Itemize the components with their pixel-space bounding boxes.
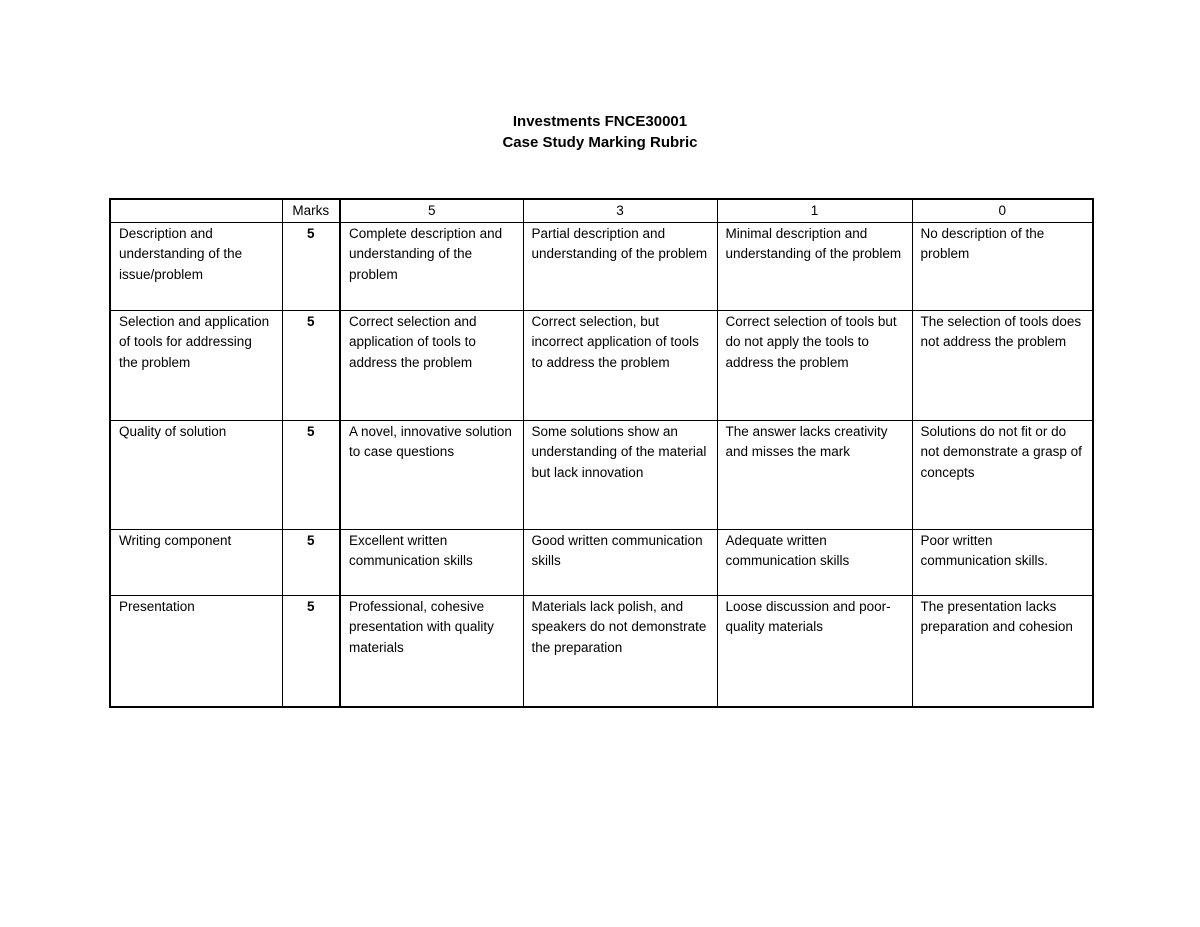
- marks-cell: 5: [282, 310, 340, 420]
- level-0-cell: Solutions do not fit or do not demonstrate a grasp of concepts: [912, 420, 1093, 529]
- criterion-cell: Quality of solution: [110, 420, 282, 529]
- marks-cell: 5: [282, 222, 340, 310]
- level-0-cell: No description of the problem: [912, 222, 1093, 310]
- header-cell-level-3: 3: [523, 199, 717, 222]
- marking-rubric-table: [109, 198, 1094, 708]
- marks-cell: 5: [282, 595, 340, 707]
- header-cell-level-0: 0: [912, 199, 1093, 222]
- document-title: Investments FNCE30001: [512, 113, 688, 130]
- table-row: [110, 595, 1093, 707]
- level-3-cell: Correct selection, but incorrect application of tools to address the problem: [523, 310, 717, 420]
- level-5-cell: Complete description and understanding of the problem: [340, 222, 523, 310]
- level-5-cell: Professional, cohesive presentation with quality materials: [340, 595, 523, 707]
- level-1-cell: The answer lacks creativity and misses the mark: [717, 420, 912, 529]
- level-0-cell: The selection of tools does not address the problem: [912, 310, 1093, 420]
- document-subtitle: Case Study Marking Rubric: [502, 134, 698, 151]
- criterion-cell: Description and understanding of the issue/problem: [110, 222, 282, 310]
- table-row: [110, 420, 1093, 529]
- header-cell-level-5: 5: [340, 199, 523, 222]
- table-header-row: [110, 199, 1093, 222]
- criterion-cell: Selection and application of tools for addressing the problem: [110, 310, 282, 420]
- marks-cell: 5: [282, 420, 340, 529]
- level-1-cell: Correct selection of tools but do not apply the tools to address the problem: [717, 310, 912, 420]
- table-row: [110, 310, 1093, 420]
- level-0-cell: The presentation lacks preparation and cohesion: [912, 595, 1093, 707]
- header-cell-criterion: [110, 199, 282, 222]
- table-row: [110, 529, 1093, 595]
- level-5-cell: Correct selection and application of tools to address the problem: [340, 310, 523, 420]
- level-1-cell: Adequate written communication skills: [717, 529, 912, 595]
- level-1-cell: Loose discussion and poor-quality materials: [717, 595, 912, 707]
- level-0-cell: Poor written communication skills.: [912, 529, 1093, 595]
- level-5-cell: A novel, innovative solution to case questions: [340, 420, 523, 529]
- level-5-cell: Excellent written communication skills: [340, 529, 523, 595]
- marks-cell: 5: [282, 529, 340, 595]
- header-cell-level-1: 1: [717, 199, 912, 222]
- criterion-cell: Presentation: [110, 595, 282, 707]
- criterion-cell: Writing component: [110, 529, 282, 595]
- level-1-cell: Minimal description and understanding of the problem: [717, 222, 912, 310]
- table-row: [110, 222, 1093, 310]
- level-3-cell: Good written communication skills: [523, 529, 717, 595]
- header-cell-marks: Marks: [282, 199, 340, 222]
- document-header: [0, 111, 1200, 153]
- level-3-cell: Partial description and understanding of the problem: [523, 222, 717, 310]
- level-3-cell: Some solutions show an understanding of the material but lack innovation: [523, 420, 717, 529]
- level-3-cell: Materials lack polish, and speakers do not demonstrate the preparation: [523, 595, 717, 707]
